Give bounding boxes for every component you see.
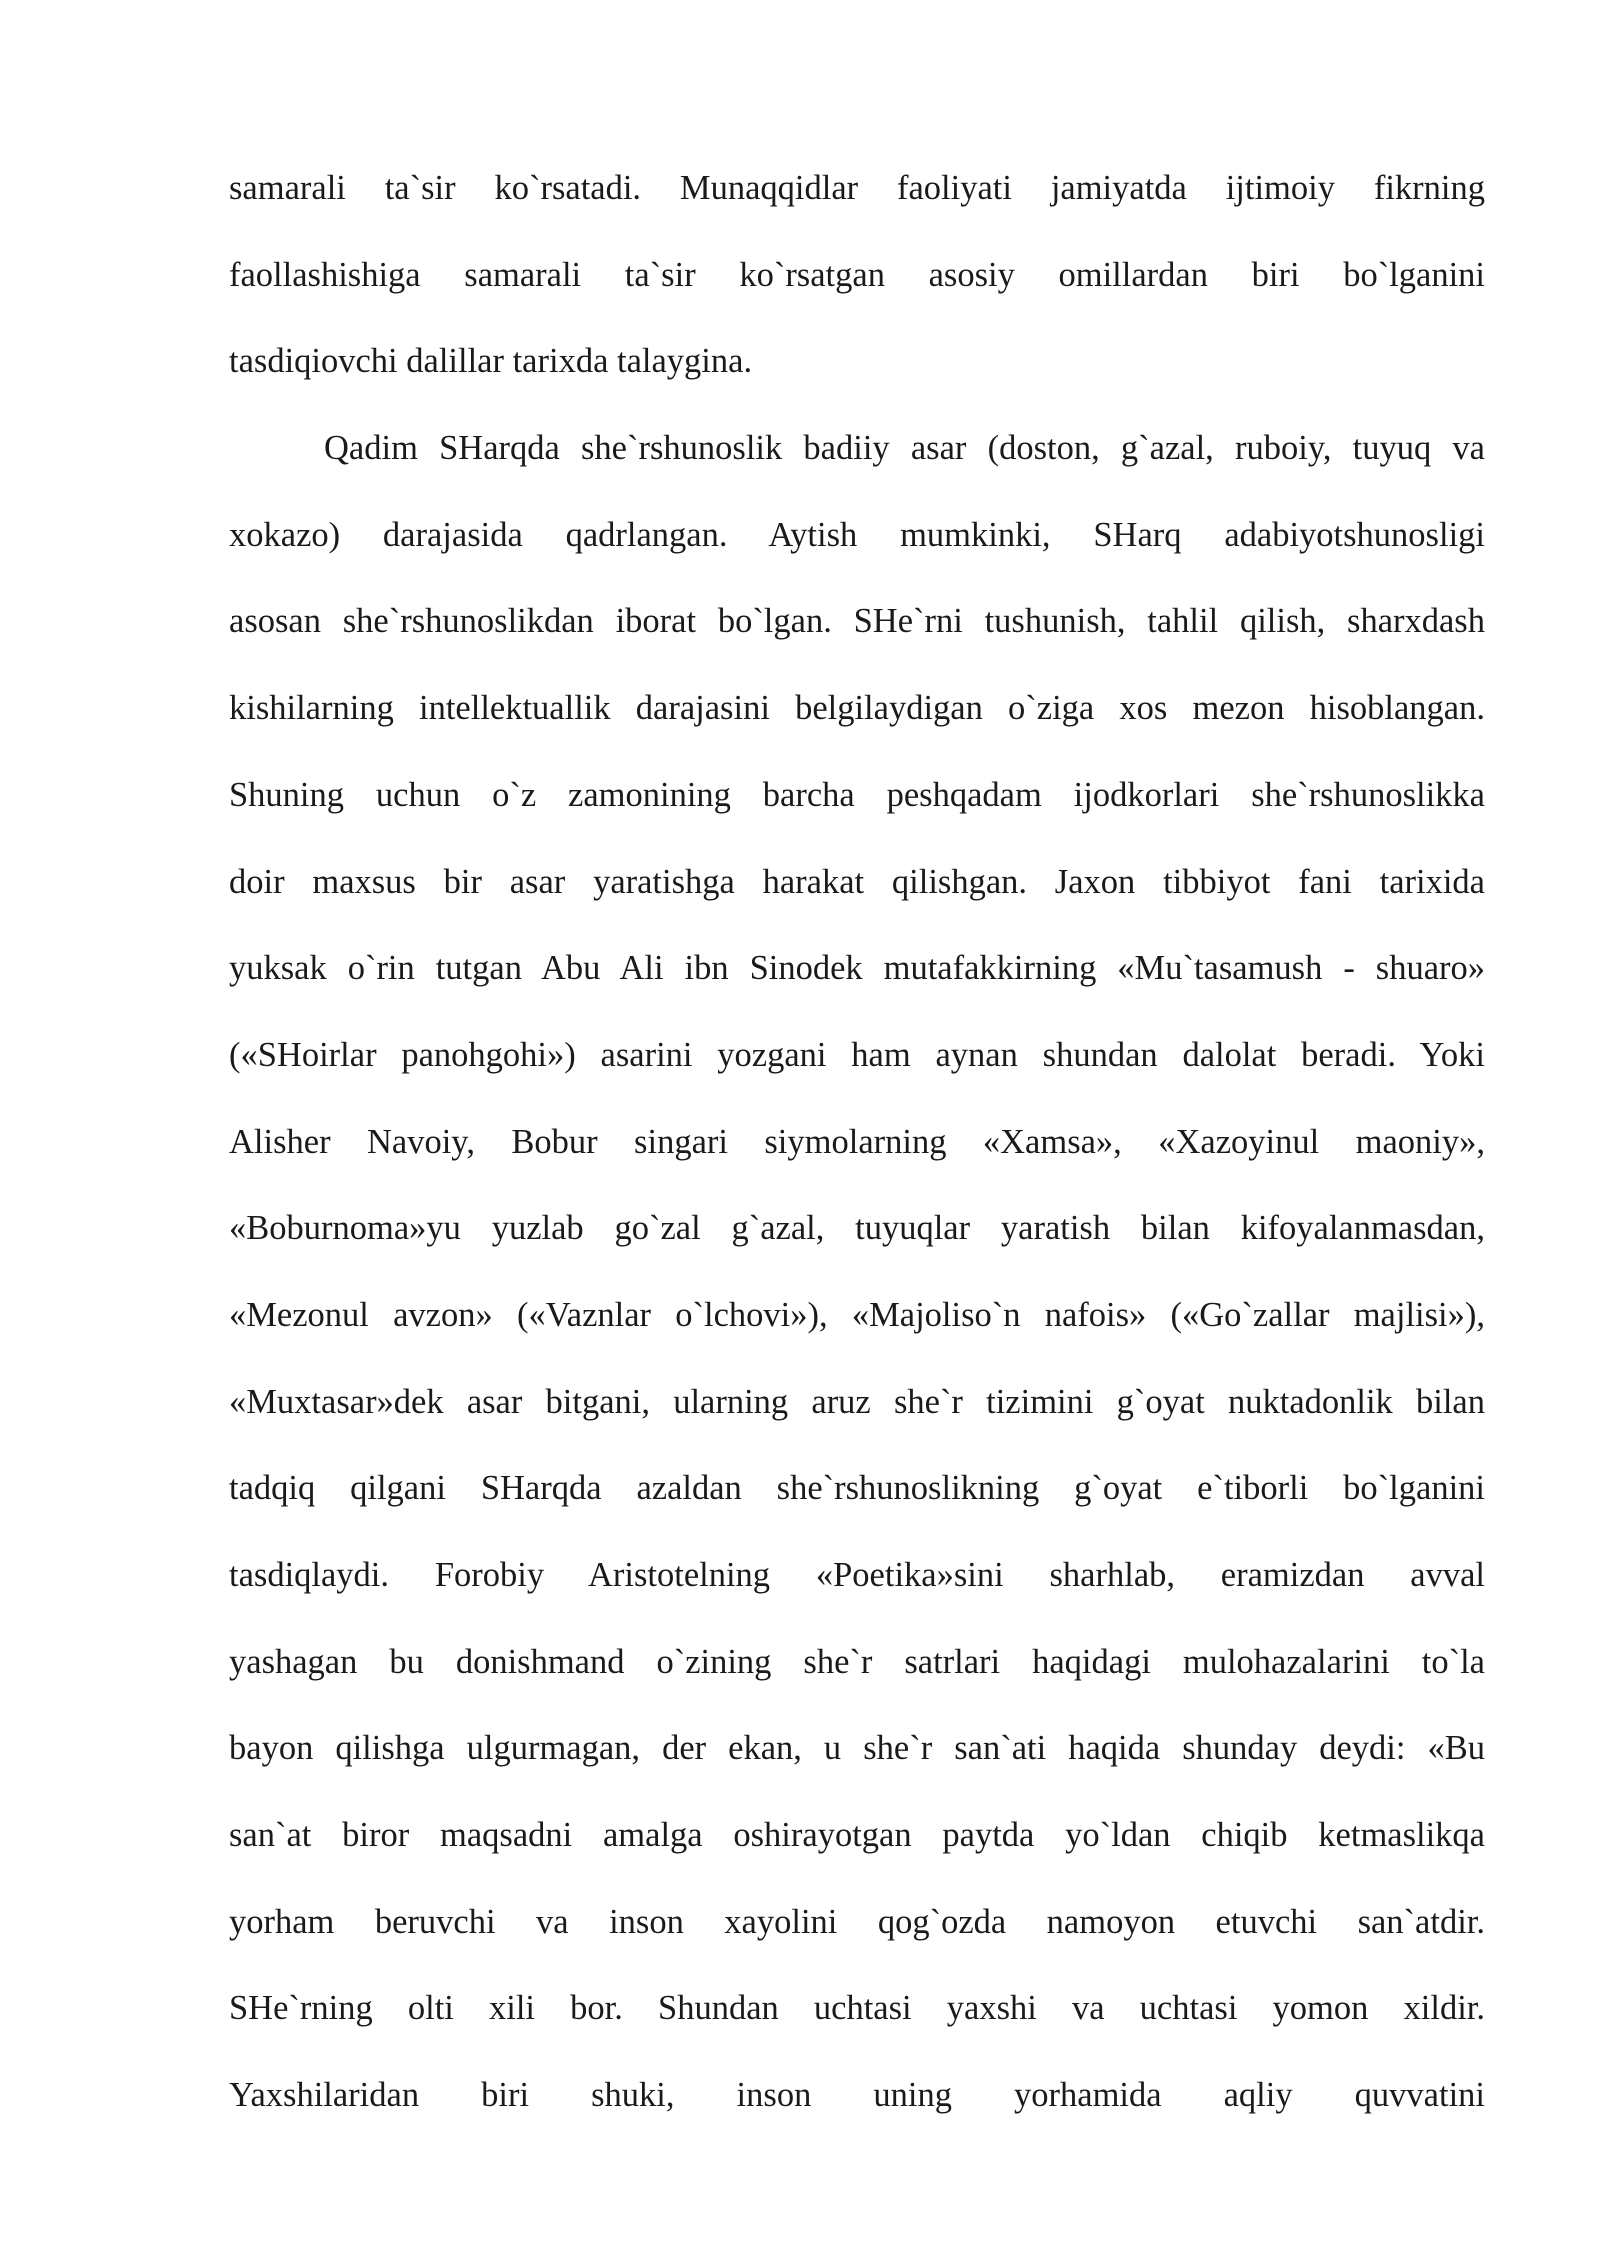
text-line: san`at biror maqsadni amalga oshirayotgan paytda yo`ldan chiqib ketmaslikqa	[229, 1816, 1485, 1855]
text-line: tasdiqlaydi. Forobiy Aristotelning «Poetika»sini sharhlab, eramizdan avval	[229, 1556, 1485, 1594]
text-line: doir maxsus bir asar yaratishga harakat qilishgan. Jaxon tibbiyot fani tarixida	[229, 862, 1485, 901]
text-line: Yaxshilaridan biri shuki, inson uning yorhamida aqliy quvvatini	[229, 2076, 1485, 2115]
text-line: faollashishiga samarali ta`sir ko`rsatgan asosiy omillardan biri bo`lganini	[229, 255, 1485, 294]
text-line: («SHoirlar panohgohi») asarini yozgani ham aynan shundan dalolat beradi. Yoki	[229, 1035, 1485, 1074]
text-line: Alisher Navoiy, Bobur singari siymolarning «Xamsa», «Xazoyinul maoniy»,	[229, 1122, 1485, 1161]
text-line: xokazo) darajasida qadrlangan. Aytish mumkinki, SHarq adabiyotshunosligi	[229, 515, 1485, 554]
text-line: Shuning uchun o`z zamonining barcha peshqadam ijodkorlari she`rshunoslikka	[229, 775, 1485, 814]
paragraph-2	[229, 405, 1485, 2139]
body-text	[229, 145, 1485, 2139]
text-line: tadqiq qilgani SHarqda azaldan she`rshunoslikning g`oyat e`tiborli bo`lganini	[229, 1469, 1485, 1508]
text-line: SHe`rning olti xili bor. Shundan uchtasi yaxshi va uchtasi yomon xildir.	[229, 1989, 1485, 2028]
text-line: samarali ta`sir ko`rsatadi. Munaqqidlar faoliyati jamiyatda ijtimoiy fikrning	[229, 169, 1485, 207]
text-line: yorham beruvchi va inson xayolini qog`ozda namoyon etuvchi san`atdir.	[229, 1902, 1485, 1941]
text-line: asosan she`rshunoslikdan iborat bo`lgan. SHe`rni tushunish, tahlil qilish, sharxdash	[229, 602, 1485, 641]
text-line: yashagan bu donishmand o`zining she`r satrlari haqidagi mulohazalarini to`la	[229, 1642, 1485, 1681]
text-line: bayon qilishga ulgurmagan, der ekan, u she`r san`ati haqida shunday deydi: «Bu	[229, 1729, 1485, 1768]
text-line: kishilarning intellektuallik darajasini belgilaydigan o`ziga xos mezon hisoblangan.	[229, 689, 1485, 728]
text-line: «Muxtasar»dek asar bitgani, ularning aruz she`r tizimini g`oyat nuktadonlik bilan	[229, 1382, 1485, 1421]
text-line: «Mezonul avzon» («Vaznlar o`lchovi»), «Majoliso`n nafois» («Go`zallar majlisi»),	[229, 1295, 1485, 1334]
text-line: yuksak o`rin tutgan Abu Ali ibn Sinodek mutafakkirning «Mu`tasamush - shuaro»	[229, 949, 1485, 988]
text-line: tasdiqiovchi dalillar tarixda talaygina.	[229, 342, 753, 381]
paragraph-1	[229, 145, 1485, 405]
text-line: «Boburnoma»yu yuzlab go`zal g`azal, tuyuqlar yaratish bilan kifoyalanmasdan,	[229, 1209, 1485, 1248]
text-line: Qadim SHarqda she`rshunoslik badiiy asar (doston, g`azal, ruboiy, tuyuq va	[324, 429, 1485, 468]
